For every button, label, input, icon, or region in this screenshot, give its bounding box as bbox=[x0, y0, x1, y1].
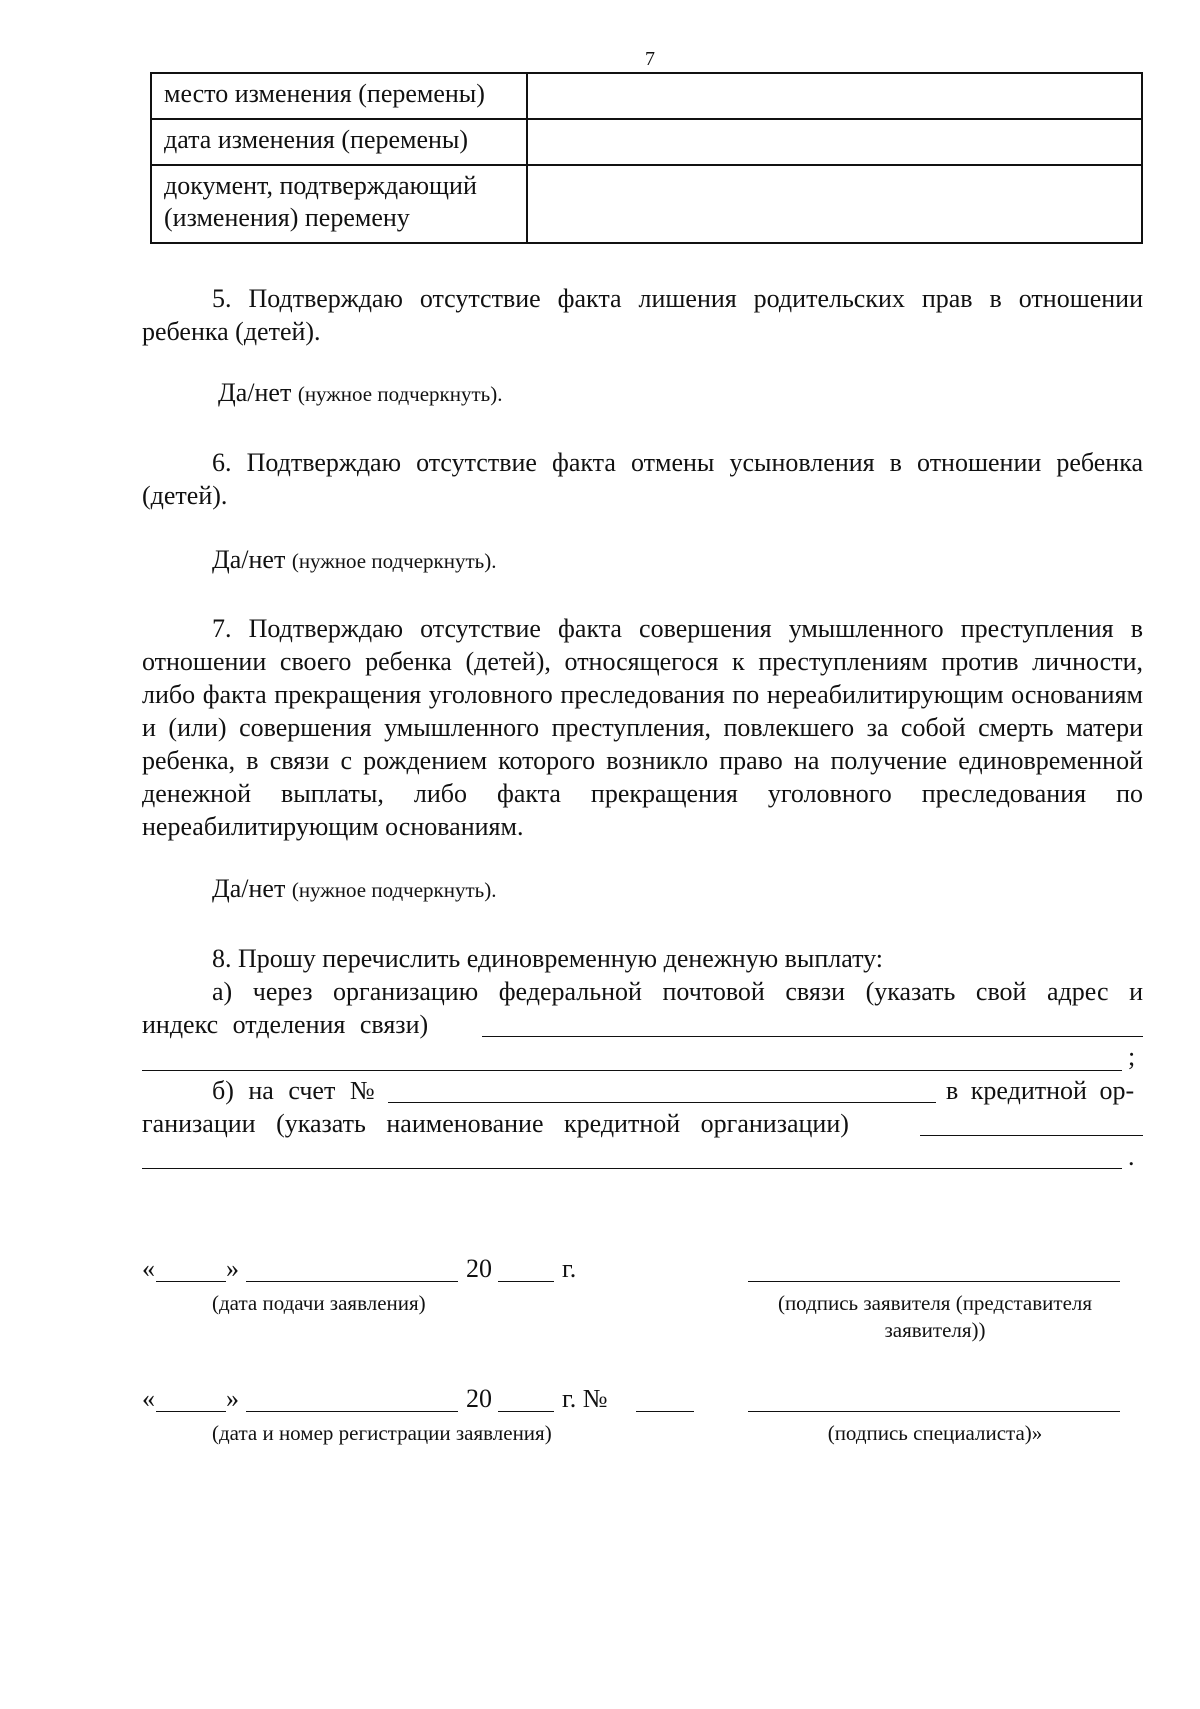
yes-no-label: Да/нет bbox=[218, 378, 292, 407]
table-row bbox=[151, 119, 1142, 165]
reg-number-label: г. № bbox=[562, 1384, 608, 1413]
quote-close: » bbox=[226, 1384, 239, 1413]
yes-no-label: Да/нет bbox=[212, 545, 286, 574]
table-label-cell: место изменения (перемены) bbox=[151, 73, 527, 119]
month-line bbox=[246, 1411, 458, 1412]
period: . bbox=[1128, 1142, 1135, 1171]
table-label-cell: дата изменения (перемены) bbox=[151, 119, 527, 165]
month-line bbox=[246, 1281, 458, 1282]
change-info-table bbox=[150, 72, 1143, 244]
day-line bbox=[156, 1281, 226, 1282]
item-8a-line2: индекс отделения связи) bbox=[142, 1010, 429, 1039]
table-value-cell bbox=[527, 119, 1142, 165]
item-7-text: 7. Подтверждаю отсутствие факта совершения умышленного преступления в отношении своего ребенка (детей), относящегося к преступлениям против личности, либо факта прекращения уголовного преследования по нереабилитирующим основаниям и (или) совершения умышленного преступления, повлекшего за собой смерть матери ребенка, в связи с рождением которого возникло право на получение единовременной денежной выплаты, либо факта прекращения уголовного преследования по нереабилитирующим основаниям. bbox=[142, 614, 1143, 841]
reg-caption: (дата и номер регистрации заявления) bbox=[212, 1421, 552, 1445]
table-value-cell bbox=[527, 73, 1142, 119]
item-5-yes-no bbox=[218, 378, 503, 408]
page-number: 7 bbox=[645, 48, 655, 70]
year-prefix: 20 bbox=[466, 1384, 492, 1413]
year-prefix: 20 bbox=[466, 1254, 492, 1283]
year-line bbox=[498, 1281, 554, 1282]
address-line bbox=[482, 1036, 1143, 1037]
year-line bbox=[498, 1411, 554, 1412]
table-value-cell bbox=[527, 165, 1142, 243]
item-8b-prefix: б) на счет № bbox=[212, 1076, 375, 1105]
item-8a-line1: а) через организацию федеральной почтовой связи (указать свой адрес и bbox=[212, 977, 1143, 1006]
applicant-caption: (подпись заявителя (представителя заявителя)) bbox=[777, 1291, 1093, 1342]
item-7-yes-no bbox=[212, 874, 497, 904]
year-suffix: г. bbox=[562, 1254, 577, 1283]
item-8-intro: 8. Прошу перечислить единовременную денежную выплату: bbox=[212, 944, 884, 973]
yes-no-note: (нужное подчеркнуть). bbox=[297, 382, 503, 406]
item-8b-line2: ганизации (указать наименование кредитной организации) bbox=[142, 1109, 849, 1138]
table-row bbox=[151, 165, 1142, 243]
account-number-line bbox=[388, 1102, 936, 1103]
semicolon: ; bbox=[1128, 1042, 1136, 1071]
reg-number-line bbox=[636, 1411, 694, 1412]
address-line-2 bbox=[142, 1070, 1122, 1071]
table-row bbox=[151, 73, 1142, 119]
quote-close: » bbox=[226, 1254, 239, 1283]
date-caption: (дата подачи заявления) bbox=[212, 1291, 426, 1315]
specialist-signature-line bbox=[748, 1411, 1120, 1412]
bank-name-line bbox=[920, 1135, 1143, 1136]
item-5-text: 5. Подтверждаю отсутствие факта лишения родительских прав в отношении ребенка (детей). bbox=[142, 284, 1143, 346]
bank-name-line-2 bbox=[142, 1168, 1122, 1169]
item-6-text: 6. Подтверждаю отсутствие факта отмены усыновления в отношении ребенка (детей). bbox=[142, 448, 1143, 510]
item-6-yes-no bbox=[212, 545, 497, 575]
item-8b-suffix: в кредитной ор- bbox=[946, 1076, 1135, 1105]
quote-open: « bbox=[142, 1254, 155, 1283]
quote-open: « bbox=[142, 1384, 155, 1413]
yes-no-note: (нужное подчеркнуть). bbox=[291, 878, 497, 902]
applicant-signature-line bbox=[748, 1281, 1120, 1282]
yes-no-label: Да/нет bbox=[212, 874, 286, 903]
specialist-caption: (подпись специалиста)» bbox=[827, 1421, 1043, 1445]
table-label-cell: документ, подтверждающий (изменения) перемену bbox=[151, 165, 527, 243]
day-line bbox=[156, 1411, 226, 1412]
yes-no-note: (нужное подчеркнуть). bbox=[291, 549, 497, 573]
